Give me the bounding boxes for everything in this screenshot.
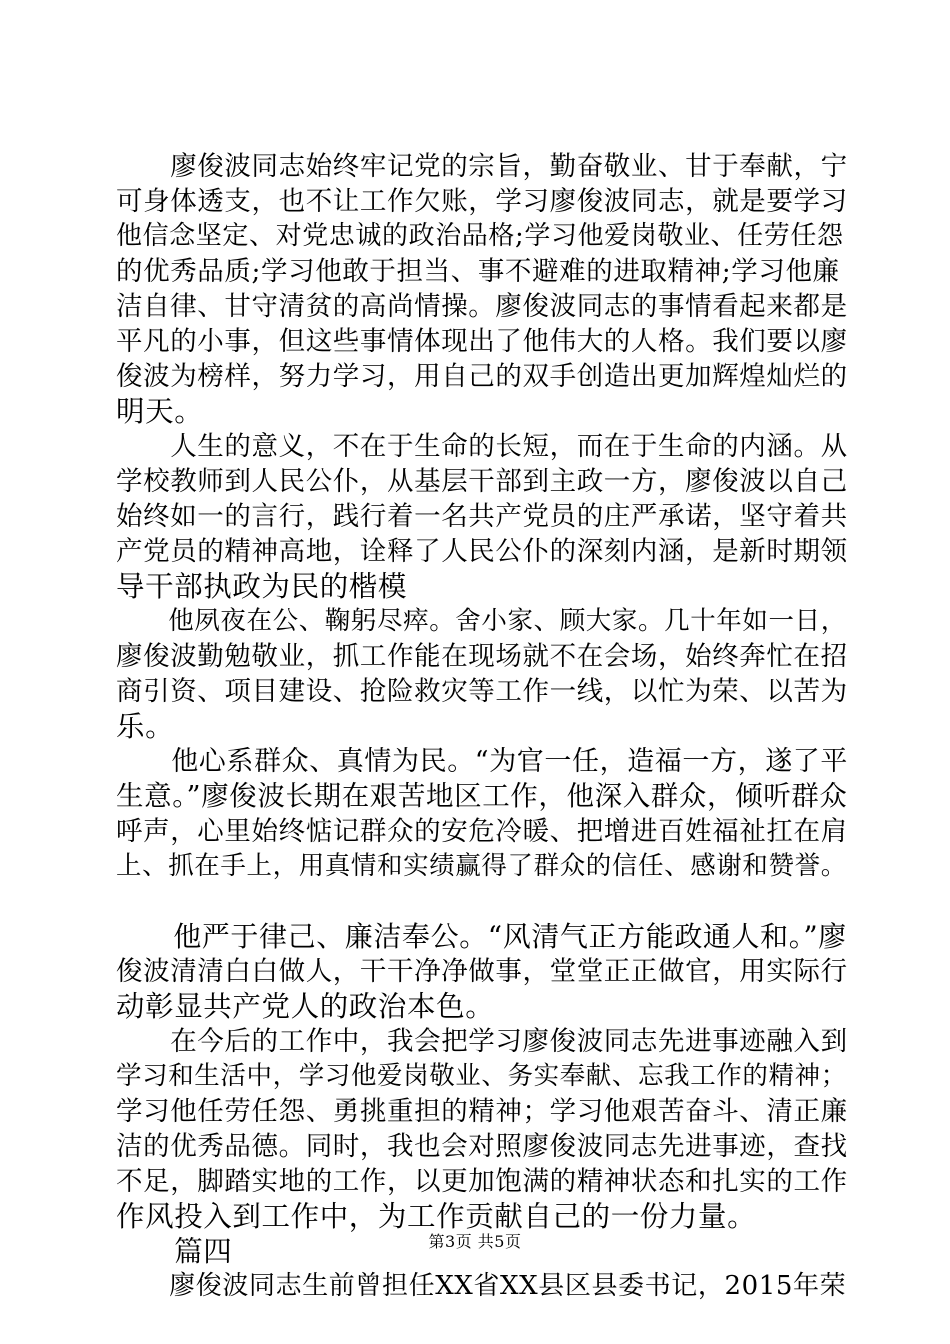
text-line: 动彰显共产党人的政治本色。	[116, 990, 495, 1023]
text-line: 呼声，心里始终惦记群众的安危冷暖、把增进百姓福祉扛在肩	[116, 816, 848, 847]
text-line: 导干部执政为民的楷模	[116, 570, 408, 603]
text-line: 篇四	[116, 1235, 233, 1268]
text-line: 洁自律、甘守清贫的高尚情操。廖俊波同志的事情看起来都是	[116, 291, 848, 322]
text-line: 学校教师到人民公仆，从基层干部到主政一方，廖俊波以自己	[116, 466, 848, 497]
document-body	[116, 149, 849, 1304]
text-line: 的优秀品质;学习他敢于担当、事不避难的进取精神;学习他廉	[116, 256, 840, 287]
text-line: 人生的意义，不在于生命的长短，而在于生命的内涵。从	[116, 431, 848, 462]
text-line: 廖俊波勤勉敬业，抓工作能在现场就不在会场，始终奔忙在招	[116, 641, 848, 672]
text-line: 可身体透支，也不让工作欠账，学习廖俊波同志，就是要学习	[116, 186, 848, 217]
text-line: 廖俊波同志生前曾担任XX省XX县区县委书记，2015年荣	[116, 1271, 847, 1301]
text-line: 商引资、项目建设、抢险救灾等工作一线，以忙为荣、以苦为	[116, 676, 848, 707]
text-line: 作风投入到工作中，为工作贡献自己的一份力量。	[116, 1200, 757, 1233]
text-line: 俊波清清白白做人，干干净净做事，堂堂正正做官，用实际行	[116, 956, 848, 987]
text-line: 学习和生活中，学习他爱岗敬业、务实奉献、忘我工作的精神；	[116, 1061, 847, 1091]
page-number-footer: 第3页 共5页	[428, 1232, 522, 1251]
text-line: 产党员的精神高地，诠释了人民公仆的深刻内涵，是新时期领	[116, 536, 848, 567]
text-line: 俊波为榜样，努力学习，用自己的双手创造出更加辉煌灿烂的	[116, 361, 848, 392]
text-line: 在今后的工作中，我会把学习廖俊波同志先进事迹融入到	[116, 1026, 848, 1057]
text-line: 乐。	[116, 710, 175, 743]
text-line: 生意。”廖俊波长期在艰苦地区工作，他深入群众，倾听群众	[116, 780, 848, 812]
text-line: 他心系群众、真情为民。“为官一任，造福一方，遂了平	[116, 746, 849, 777]
text-line: 不足，脚踏实地的工作，以更加饱满的精神状态和扎实的工作	[116, 1166, 848, 1197]
blank-line	[116, 884, 842, 919]
text-line: 始终如一的言行，践行着一名共产党员的庄严承诺，坚守着共	[116, 501, 848, 532]
text-line: 学习他任劳任怨、勇挑重担的精神；学习他艰苦奋斗、清正廉	[116, 1096, 848, 1127]
text-line: 平凡的小事，但这些事情体现出了他伟大的人格。我们要以廖	[116, 326, 848, 357]
text-line: 明天。	[116, 395, 204, 428]
text-line: 上、抓在手上，用真情和实绩赢得了群众的信任、感谢和赞誉。	[116, 851, 847, 881]
text-line: 他夙夜在公、鞠躬尽瘁。舍小家、顾大家。几十年如一日，	[116, 606, 847, 636]
text-line: 洁的优秀品德。同时，我也会对照廖俊波同志先进事迹，查找	[116, 1131, 848, 1162]
text-line: 他信念坚定、对党忠诚的政治品格;学习他爱岗敬业、任劳任怨	[116, 221, 844, 251]
text-line: 他严于律己、廉洁奉公。“风清气正方能政通人和。”廖	[116, 920, 847, 953]
text-line: 廖俊波同志始终牢记党的宗旨，勤奋敬业、甘于奉献，宁	[116, 151, 848, 182]
